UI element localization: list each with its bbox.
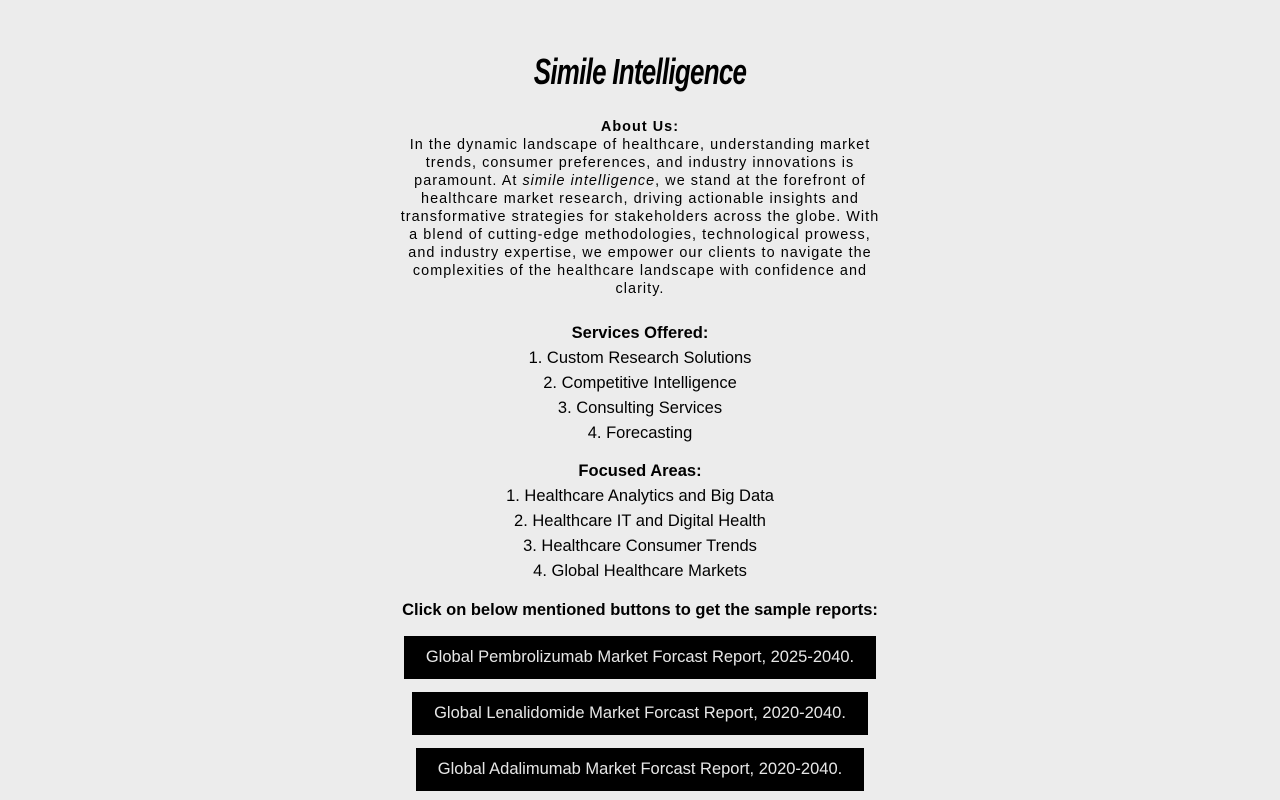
about-text-part: , we stand at the forefront of healthcare market research, driving actionable insights and transformative strategies for stakeholders across the globe. With a blend of cutting-edge methodologies, technological prowess, and industry expertise, we empower our clients to navigate the complexities of the healthcare landscape with confidence and clarity. bbox=[400, 173, 880, 297]
list-item: 2. Healthcare IT and Digital Health bbox=[514, 512, 766, 530]
sample-reports-prompt: Click on below mentioned buttons to get the sample reports: bbox=[402, 601, 878, 619]
about-section bbox=[398, 118, 882, 298]
list-item: 1. Healthcare Analytics and Big Data bbox=[506, 487, 774, 505]
list-item: 2. Competitive Intelligence bbox=[543, 374, 737, 392]
list-item: 1. Custom Research Solutions bbox=[528, 349, 752, 367]
about-heading: About Us: bbox=[600, 119, 680, 135]
report-buttons bbox=[0, 636, 1280, 791]
services-section bbox=[0, 321, 1280, 446]
about-text-part: In the dynamic landscape of healthcare, understanding market trends, consumer preferences, and industry innovations is paramount. At bbox=[409, 137, 871, 189]
services-heading: Services Offered: bbox=[571, 324, 709, 342]
adalimumab-report-button[interactable]: Global Adalimumab Market Forcast Report, 2020-2040. bbox=[416, 748, 864, 791]
list-item: 3. Healthcare Consumer Trends bbox=[523, 537, 757, 555]
about-text bbox=[401, 137, 880, 297]
site-title: Simile Intelligence bbox=[533, 51, 747, 92]
focused-areas-section bbox=[0, 459, 1280, 584]
list-item: 4. Forecasting bbox=[587, 424, 693, 442]
lenalidomide-report-button[interactable]: Global Lenalidomide Market Forcast Report, 2020-2040. bbox=[412, 692, 868, 735]
pembrolizumab-report-button[interactable]: Global Pembrolizumab Market Forcast Report, 2025-2040. bbox=[404, 636, 876, 679]
list-item: 4. Global Healthcare Markets bbox=[533, 562, 747, 580]
list-item: 3. Consulting Services bbox=[557, 399, 723, 417]
focused-heading: Focused Areas: bbox=[578, 462, 702, 480]
about-company-name: simile intelligence bbox=[522, 173, 656, 189]
